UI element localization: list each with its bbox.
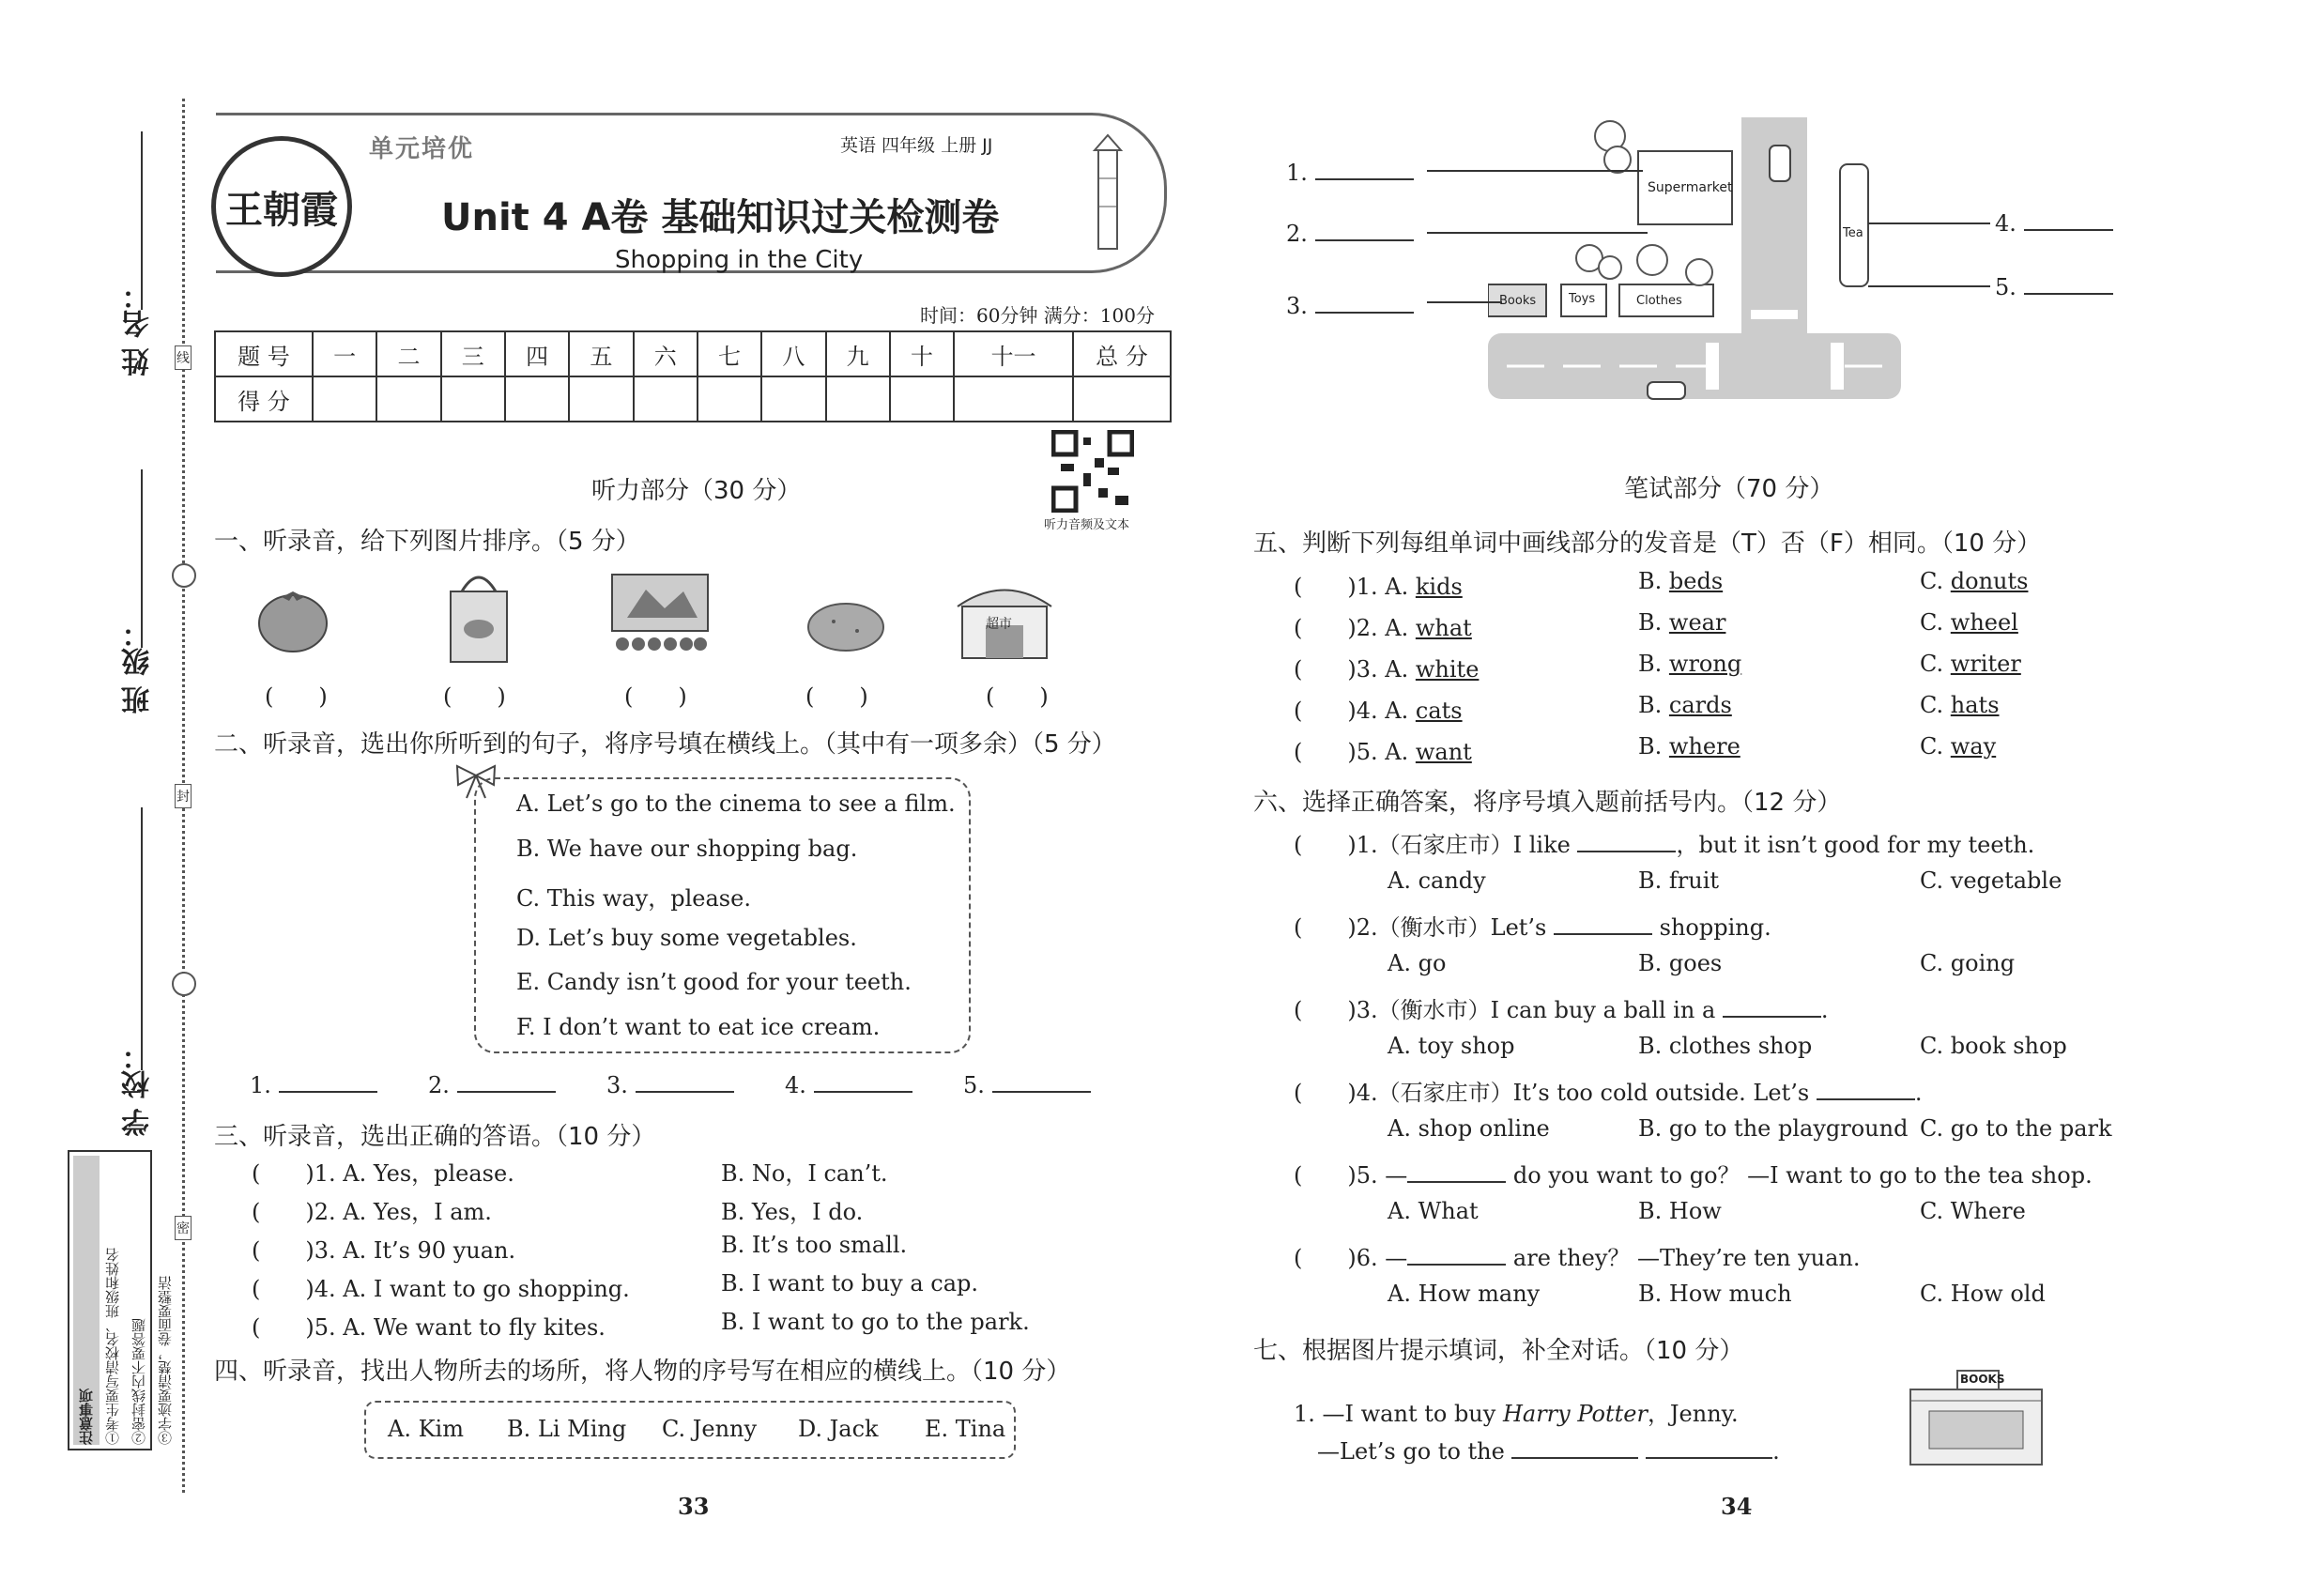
- option-c: C. Where: [1920, 1198, 2026, 1224]
- score-table: [214, 330, 1172, 422]
- question-text: .: [1914, 1080, 1923, 1106]
- answer-paren[interactable]: (: [252, 1237, 306, 1264]
- word-b: beds: [1668, 568, 1724, 594]
- word-b: wrong: [1668, 651, 1742, 677]
- answer-paren[interactable]: ( ): [443, 683, 506, 710]
- option-letter: C.: [1920, 651, 1944, 677]
- bind-word-3: 密: [175, 1216, 192, 1240]
- answer-paren[interactable]: (: [1294, 1162, 1348, 1189]
- blank-number: 1.: [1286, 160, 1308, 186]
- score-cell[interactable]: [441, 376, 505, 422]
- cinema-picture: [608, 571, 712, 664]
- sec6-title: 六、选择正确答案，将序号填入题前括号内。（12 分）: [1253, 789, 1842, 817]
- question-row: [1294, 733, 1472, 766]
- map-label-toys: Toys: [1569, 292, 1596, 306]
- score-cell[interactable]: [826, 376, 890, 422]
- score-cell[interactable]: [954, 376, 1073, 422]
- notice-item: ③字迹要清楚，卷面要整洁: [157, 1276, 174, 1445]
- question-text: )6. —: [1347, 1245, 1408, 1271]
- score-cell[interactable]: [1073, 376, 1171, 422]
- logo-text: 王朝霞: [225, 187, 338, 232]
- option-b: B. go to the playground: [1638, 1115, 1909, 1142]
- table-cell: 得 分: [215, 376, 313, 422]
- table-cell: 总 分: [1073, 331, 1171, 376]
- option-a: )3. A. It’s 90 yuan.: [305, 1237, 516, 1264]
- dialog-text: ，Jenny.: [1647, 1401, 1739, 1427]
- table-cell: 二: [376, 331, 440, 376]
- option-a: A. toy shop: [1388, 1033, 1515, 1059]
- word-c: writer: [1950, 651, 2021, 677]
- answer-paren[interactable]: ( ): [265, 683, 328, 710]
- word-c: donuts: [1950, 568, 2029, 594]
- map-label-supermarket: Supermarket: [1648, 180, 1733, 195]
- lighthouse-icon: [1089, 131, 1127, 253]
- option-b: [1638, 568, 1723, 594]
- answer-paren[interactable]: (: [1294, 997, 1348, 1023]
- answer-blank[interactable]: [606, 1070, 734, 1098]
- map-label-clothes: Clothes: [1636, 294, 1682, 308]
- supermarket-picture: [948, 569, 1061, 663]
- qr-caption: 听力音频及文本: [1044, 518, 1130, 532]
- sentence-option: A. Let’s go to the cinema to see a film.: [516, 790, 956, 817]
- word-c: hats: [1950, 692, 2000, 718]
- answer-paren[interactable]: (: [1294, 698, 1348, 724]
- table-cell: 四: [505, 331, 569, 376]
- question-row: [1294, 651, 1479, 683]
- answer-blank[interactable]: [1407, 1160, 1506, 1183]
- blank-number: 4.: [785, 1072, 806, 1098]
- sentence-option: C. This way，please.: [516, 885, 751, 912]
- map-label-books: Books: [1499, 294, 1537, 308]
- option-c: [1920, 568, 2028, 594]
- shopping-bag-picture: [441, 563, 516, 670]
- book-meta: 英语 四年级 上册 JJ: [840, 135, 993, 156]
- sentence-option: E. Candy isn’t good for your teeth.: [516, 969, 912, 995]
- word-c: wheel: [1950, 609, 2018, 636]
- option-letter: B.: [1638, 609, 1663, 636]
- answer-paren[interactable]: (: [1294, 739, 1348, 765]
- option-a: A. candy: [1388, 867, 1486, 894]
- question-number: )1. A.: [1347, 574, 1409, 600]
- question-text: )2.（衡水市）Let’s: [1347, 914, 1547, 941]
- option-a: A. shop online: [1388, 1115, 1550, 1142]
- question-row: [1294, 1157, 2093, 1189]
- map-blank[interactable]: [1995, 208, 2113, 237]
- sec7-title: 七、根据图片提示填词，补全对话。（10 分）: [1253, 1337, 1744, 1365]
- dialog-text: —Let’s go to the: [1317, 1438, 1505, 1465]
- table-cell: 九: [826, 331, 890, 376]
- bookshop-picture: [1901, 1369, 2051, 1467]
- option-b: B. I want to buy a cap.: [721, 1270, 978, 1297]
- question-row: [252, 1232, 515, 1265]
- answer-paren[interactable]: (: [252, 1276, 306, 1302]
- score-cell[interactable]: [890, 376, 954, 422]
- option-a: A. What: [1388, 1198, 1479, 1224]
- answer-blank[interactable]: [1407, 1243, 1506, 1266]
- option-c: C. book shop: [1920, 1033, 2067, 1059]
- seal-circle: [172, 972, 196, 996]
- table-cell: 七: [698, 331, 761, 376]
- question-text: )1.（石家庄市）I like: [1347, 832, 1571, 858]
- answer-blank[interactable]: [428, 1070, 556, 1098]
- option-a: )2. A. Yes，I am.: [305, 1199, 492, 1225]
- option-c: [1920, 609, 2018, 636]
- notice-box: [68, 1150, 174, 1450]
- sentence-option: B. We have our shopping bag.: [516, 836, 858, 862]
- option-letter: B.: [1638, 692, 1663, 718]
- answer-paren[interactable]: (: [1294, 656, 1348, 683]
- notice-item: ②密封线内不要答题: [130, 1318, 147, 1445]
- option-b: B. How: [1638, 1198, 1722, 1224]
- question-number: )3. A.: [1347, 656, 1409, 683]
- book-title: Harry Potter: [1502, 1401, 1648, 1427]
- option-c: C. vegetable: [1920, 867, 2062, 894]
- seal-circle: [172, 563, 196, 588]
- table-row: [215, 331, 1171, 376]
- map-blank[interactable]: [1286, 158, 1414, 186]
- score-cell[interactable]: [698, 376, 761, 422]
- question-text: .: [1820, 997, 1829, 1023]
- dialog-text: 1. —I want to buy: [1294, 1401, 1496, 1427]
- option-letter: C.: [1920, 609, 1944, 636]
- blank-number: 2.: [428, 1072, 450, 1098]
- word-a: white: [1415, 656, 1480, 683]
- sentence-option: F. I don’t want to eat ice cream.: [516, 1014, 881, 1040]
- binding-strip: [0, 0, 188, 1596]
- listening-title: 听力部分（30 分）: [591, 477, 802, 505]
- map-blank[interactable]: [1286, 291, 1414, 319]
- sec3-title: 三、听录音，选出正确的答语。（10 分）: [214, 1123, 656, 1151]
- word-b: where: [1668, 733, 1740, 760]
- option-b: B. It’s too small.: [721, 1232, 908, 1258]
- score-cell[interactable]: [569, 376, 633, 422]
- person-option: C. Jenny: [662, 1416, 758, 1442]
- option-c: [1920, 733, 1996, 760]
- map-blank[interactable]: [1286, 219, 1414, 247]
- option-a: )1. A. Yes，please.: [305, 1160, 514, 1187]
- qr-code-icon[interactable]: [1051, 430, 1134, 513]
- answer-blank[interactable]: [963, 1070, 1091, 1098]
- blank-number: 5.: [963, 1072, 985, 1098]
- option-b: B. goes: [1638, 950, 1723, 976]
- sentence-box: [474, 777, 971, 1053]
- school-label: 学 校：: [122, 1042, 155, 1137]
- sec4-title: 四、听录音，找出人物所去的场所，将人物的序号写在相应的横线上。（10 分）: [214, 1358, 1071, 1386]
- score-cell[interactable]: [376, 376, 440, 422]
- blank-number: 4.: [1995, 210, 2016, 237]
- answer-paren[interactable]: (: [1294, 615, 1348, 641]
- question-text: )4.（石家庄市）It’s too cold outside. Let’s: [1347, 1080, 1810, 1106]
- option-c: [1920, 692, 2000, 718]
- word-a: want: [1415, 739, 1472, 765]
- option-letter: B.: [1638, 733, 1663, 760]
- time-info: 时间：60分钟 满分：100分: [920, 304, 1155, 327]
- logo: [211, 136, 352, 277]
- answer-paren[interactable]: (: [1294, 832, 1348, 858]
- table-cell: 十: [890, 331, 954, 376]
- question-text: )5. —: [1347, 1162, 1408, 1189]
- answer-blank[interactable]: [1577, 830, 1676, 852]
- person-option: A. Kim: [388, 1416, 464, 1442]
- answer-paren[interactable]: ( ): [986, 683, 1049, 710]
- option-c: C. go to the park: [1920, 1115, 2112, 1142]
- blank-number: 2.: [1286, 221, 1308, 247]
- question-row: [1294, 826, 2034, 859]
- tomato-picture: [255, 580, 330, 659]
- score-cell[interactable]: [761, 376, 825, 422]
- option-b: B. How much: [1638, 1281, 1792, 1307]
- answer-blank[interactable]: [250, 1070, 377, 1098]
- question-row: [1294, 1239, 1861, 1272]
- answer-paren[interactable]: (: [252, 1314, 306, 1341]
- option-letter: B.: [1638, 651, 1663, 677]
- name-label: 姓 名：: [122, 282, 155, 376]
- dialog-line: —Let’s go to the .: [1317, 1438, 1780, 1465]
- question-number: )2. A.: [1347, 615, 1409, 641]
- blank-number: 1.: [250, 1072, 271, 1098]
- word-b: wear: [1668, 609, 1726, 636]
- table-cell: 六: [634, 331, 698, 376]
- option-a: )4. A. I want to go shopping.: [305, 1276, 630, 1302]
- person-option: B. Li Ming: [507, 1416, 627, 1442]
- option-b: [1638, 609, 1725, 636]
- question-number: )4. A.: [1347, 698, 1409, 724]
- question-text: do you want to go？ —I want to go to the tea shop.: [1512, 1162, 2093, 1189]
- word-b: cards: [1668, 692, 1732, 718]
- option-b: B. Yes，I do.: [721, 1199, 864, 1225]
- option-b: B. fruit: [1638, 867, 1720, 894]
- answer-paren[interactable]: (: [1294, 914, 1348, 941]
- school-line: [141, 807, 143, 1070]
- answer-paren[interactable]: (: [252, 1199, 306, 1225]
- question-row: [1294, 909, 1771, 942]
- option-letter: C.: [1920, 733, 1944, 760]
- written-title: 笔试部分（70 分）: [1624, 475, 1834, 503]
- question-row: [252, 1193, 492, 1226]
- answer-paren[interactable]: (: [1294, 574, 1348, 600]
- blank-number: 5.: [1995, 274, 2016, 300]
- supermarket-sign: 超市: [986, 617, 1012, 632]
- option-letter: C.: [1920, 692, 1944, 718]
- answer-blank[interactable]: [1723, 995, 1821, 1018]
- person-option: D. Jack: [798, 1416, 879, 1442]
- option-c: [1920, 651, 2021, 677]
- unit-badge: 单元培优: [369, 135, 475, 163]
- option-b: [1638, 651, 1741, 677]
- answer-blank[interactable]: [1646, 1436, 1772, 1459]
- word-a: cats: [1415, 698, 1463, 724]
- table-cell: 题 号: [215, 331, 313, 376]
- option-letter: B.: [1638, 568, 1663, 594]
- option-b: [1638, 733, 1740, 760]
- question-row: [1294, 568, 1463, 601]
- person-option: E. Tina: [925, 1416, 1006, 1442]
- answer-paren[interactable]: ( ): [805, 683, 868, 710]
- answer-blank[interactable]: [1511, 1436, 1638, 1459]
- table-cell: 五: [569, 331, 633, 376]
- option-a: A. go: [1388, 950, 1447, 976]
- potato-picture: [805, 599, 886, 659]
- sentence-option: D. Let’s buy some vegetables.: [516, 925, 857, 951]
- question-text: shopping.: [1659, 914, 1771, 941]
- bind-word-2: 封: [175, 784, 192, 808]
- class-label: 班 级：: [122, 620, 155, 714]
- question-text: ，but it isn’t good for my teeth.: [1676, 832, 2035, 858]
- option-letter: C.: [1920, 568, 1944, 594]
- sec1-title: 一、听录音，给下列图片排序。（5 分）: [214, 528, 640, 556]
- question-row: [252, 1155, 514, 1188]
- option-c: C. going: [1920, 950, 2016, 976]
- word-a: what: [1415, 615, 1472, 641]
- word-a: kids: [1415, 574, 1463, 600]
- option-c: C. How old: [1920, 1281, 2046, 1307]
- option-b: B. clothes shop: [1638, 1033, 1813, 1059]
- question-row: [1294, 609, 1472, 642]
- sec5-title: 五、判断下列每组单词中画线部分的发音是（T）否（F）相同。（10 分）: [1253, 529, 2042, 558]
- page-number: 33: [678, 1493, 710, 1520]
- map-label-tea: Tea: [1843, 226, 1863, 240]
- table-cell: 三: [441, 331, 505, 376]
- table-row: [215, 376, 1171, 422]
- score-cell[interactable]: [634, 376, 698, 422]
- answer-paren[interactable]: (: [1294, 1080, 1348, 1106]
- score-cell[interactable]: [505, 376, 569, 422]
- question-row: [1294, 1074, 1922, 1107]
- option-b: [1638, 692, 1732, 718]
- blank-number: 3.: [1286, 293, 1308, 319]
- page-title: Unit 4 A卷 基础知识过关检测卷: [441, 196, 1000, 239]
- table-cell: 十一: [954, 331, 1073, 376]
- bookshop-sign: BOOKS: [1960, 1373, 2005, 1386]
- option-a: )5. A. We want to fly kites.: [305, 1314, 606, 1341]
- question-text: )3.（衡水市）I can buy a ball in a: [1347, 997, 1716, 1023]
- table-cell: 一: [313, 331, 376, 376]
- answer-paren[interactable]: ( ): [624, 683, 687, 710]
- question-number: )5. A.: [1347, 739, 1409, 765]
- question-row: [252, 1270, 630, 1303]
- notice-title: 注意事项: [73, 1156, 100, 1445]
- notice-item: ①考生要写清校名、班级和姓名: [104, 1248, 121, 1445]
- answer-blank[interactable]: [1817, 1078, 1915, 1100]
- question-row: [1294, 692, 1463, 725]
- question-text: are they？ —They’re ten yuan.: [1512, 1245, 1861, 1271]
- answer-blank[interactable]: [1554, 913, 1652, 935]
- word-c: way: [1950, 733, 1997, 760]
- dialog-line: [1294, 1395, 1739, 1428]
- option-b: B. No，I can’t.: [721, 1160, 888, 1187]
- sec2-title: 二、听录音，选出你所听到的句子，将序号填在横线上。（其中有一项多余）（5 分）: [214, 730, 1116, 759]
- map-pointer-lines: [1408, 160, 2159, 329]
- blank-number: 3.: [606, 1072, 628, 1098]
- question-row: [1294, 991, 1829, 1024]
- bind-word-1: 线: [175, 345, 192, 370]
- answer-blank[interactable]: [785, 1070, 912, 1098]
- question-row: [252, 1309, 606, 1342]
- answer-paren[interactable]: (: [252, 1160, 306, 1187]
- page-subtitle: Shopping in the City: [615, 246, 864, 274]
- map-blank[interactable]: [1995, 272, 2113, 300]
- score-cell[interactable]: [313, 376, 376, 422]
- table-cell: 八: [761, 331, 825, 376]
- page-number: 34: [1721, 1493, 1753, 1520]
- option-a: A. How many: [1388, 1281, 1541, 1307]
- option-b: B. I want to go to the park.: [721, 1309, 1030, 1335]
- answer-paren[interactable]: (: [1294, 1245, 1348, 1271]
